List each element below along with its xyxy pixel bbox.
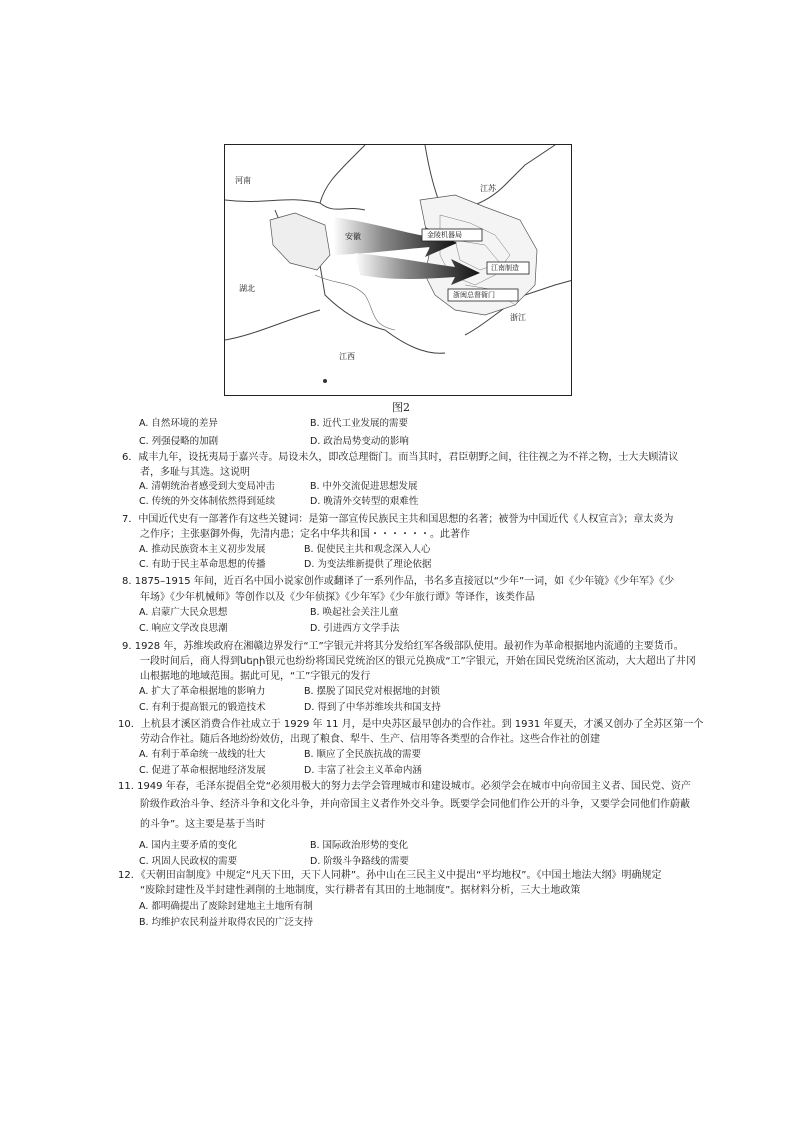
q10-option-b: B. 顺应了全民族抗战的需要 [304, 749, 422, 760]
q11-stem-line2: 阶级作政治斗争、经济斗争和文化斗争，并向帝国主义者作外交斗争。既要学会同他们作公开的斗争，又要学会同他们作蔚蔽 [140, 799, 690, 810]
q12-option-b: B. 均维护农民利益并取得农民的广泛支持 [139, 917, 314, 928]
map-drawing [225, 145, 572, 396]
q8-option-b: B. 唤起社会关注儿童 [310, 607, 399, 618]
q9-stem-line2: 一段时间后，商人得到ների银元也纷纷将国民党统治区的银元兑换成“工”字银元，开始在国民党统治区流动，大大超出了井冈 [140, 656, 696, 667]
label-hubei: 湖北 [239, 284, 255, 293]
q5-option-d: D. 政治局势变动的影响 [310, 436, 409, 447]
q11-stem-line1: 11. 1949 年春，毛泽东提倡全党“必须用极大的努力去学会管理城市和建设城市。必须学会在城市中向帝国主义者、国民党、资产 [118, 781, 691, 792]
q10-option-c: C. 促进了革命根据地经济发展 [139, 765, 266, 776]
q11-stem-line3: 的斗争”。这主要是基于当时 [140, 819, 266, 830]
label-jinling-arsenal: 金陵机器局 [427, 231, 462, 239]
q10-option-d: D. 丰富了社会主义革命内涵 [304, 765, 422, 776]
q10-stem-line2: 劳动合作社。随后各地纷纷效仿，出现了粮食、犁牛、生产、信用等各类型的合作社。这些合作社的创建 [140, 734, 600, 745]
q9-stem-line3: 山根据地的地域范围。据此可见，“工”字银元的发行 [140, 671, 371, 682]
q9-option-c: C. 有利于提高银元的锻造技术 [139, 702, 266, 713]
q8-option-c: C. 响应文学改良思潮 [139, 623, 228, 634]
q10-option-a: A. 有利于革命统一战线的壮大 [139, 749, 266, 760]
label-henan: 河南 [235, 176, 251, 185]
q11-option-b: B. 国际政治形势的变化 [310, 840, 409, 851]
q12-stem-line2: “废除封建性及半封建性剥削的土地制度，实行耕者有其田的土地制度”。据材料分析，三大土地政策 [140, 885, 581, 896]
q11-option-a: A. 国内主要矛盾的变化 [139, 840, 237, 851]
q8-stem-line2: 年场》《少年机械师》等创作以及《少年侦探》《少年军》《少年旅行谭》等译作，该类作品 [140, 592, 535, 603]
q9-stem-line1: 9. 1928 年，苏维埃政府在湘赣边界发行“工”字银元并将其分发给红军各级部队使用。最初作为革命根据地内流通的主要货币。 [122, 641, 684, 652]
q9-option-a: A. 扩大了革命根据地的影响力 [139, 686, 266, 697]
q6-option-b: B. 中外交流促进思想发展 [310, 481, 418, 492]
label-jiangxi: 江西 [339, 352, 355, 361]
q8-option-d: D. 引进西方文学手法 [310, 623, 400, 634]
q8-option-a: A. 启蒙广大民众思想 [139, 607, 228, 618]
label-anhui: 安徽 [345, 232, 361, 241]
q6-stem-line1: 6．咸丰九年，设抚夷局于嘉兴寺。局设未久，即改总理衙门。而当其时，君臣朝野之间，往往视之为不祥之物，士大夫顾清议 [122, 452, 679, 463]
q9-option-d: D. 得到了中华苏维埃共和国支持 [304, 702, 441, 713]
q6-option-d: D. 晚清外交转型的艰难性 [310, 496, 419, 507]
q6-stem-line2: 者，多耻与其选。这说明 [140, 467, 250, 478]
label-jiangsu: 江苏 [480, 184, 496, 193]
q9-option-b: B. 摆脱了国民党对根据地的封锁 [304, 686, 441, 697]
q7-option-c: C. 有助于民主革命思想的传播 [139, 559, 266, 570]
q6-option-a: A. 清朝统治者感受到大变局冲击 [139, 481, 275, 492]
q10-stem-line1: 10．上杭县才溪区消费合作社成立于 1929 年 11 月，是中央苏区最早创办的合作社。到 1931 年夏天，才溪又创办了全苏区第一个 [118, 719, 704, 730]
q5-option-a: A. 自然环境的差异 [139, 418, 218, 429]
q12-stem-line1: 12．《天朝田亩制度》中规定“凡天下田，天下人同耕”。孙中山在三民主义中提出“平均地权”。《中国土地法大纲》明确规定 [118, 870, 662, 881]
q11-option-c: C. 巩固人民政权的需要 [139, 856, 238, 867]
q5-option-c: C. 列强侵略的加剧 [139, 436, 219, 447]
q12-option-a: A. 都明确提出了废除封建地主土地所有制 [139, 901, 313, 912]
q8-stem-line1: 8. 1875–1915 年间，近百名中国小说家创作或翻译了一系列作品，书名多直接冠以“少年”一词，如《少年镜》《少年军》《少 [122, 576, 675, 587]
label-jiangnan-arsenal: 江南制造 [491, 264, 519, 272]
figure-caption: 图2 [392, 401, 410, 414]
q7-stem-line1: 7．中国近代史有一部著作有这些关键词：是第一部宣传民族民主共和国思想的名著；被誉为中国近代《人权宣言》；章太炎为 [122, 514, 674, 525]
q7-option-b: B. 促使民主共和观念深入人心 [304, 544, 431, 555]
q11-option-d: D. 阶级斗争路线的需要 [310, 856, 409, 867]
q7-option-d: D. 为变法维新提供了理论依据 [304, 559, 432, 570]
q5-option-b: B. 近代工业发展的需要 [310, 418, 409, 429]
label-governor-office: 浙闽总督衙门 [453, 291, 495, 299]
q7-option-a: A. 推动民族资本主义初步发展 [139, 544, 266, 555]
label-zhejiang: 浙江 [510, 313, 526, 322]
q6-option-c: C. 传统的外交体制依然得到延续 [139, 496, 276, 507]
q7-stem-line2: 之作序；主张驱御外侮，先清内患；定名中华共和国・・・・・・。此著作 [140, 529, 470, 540]
map-figure [224, 144, 572, 396]
